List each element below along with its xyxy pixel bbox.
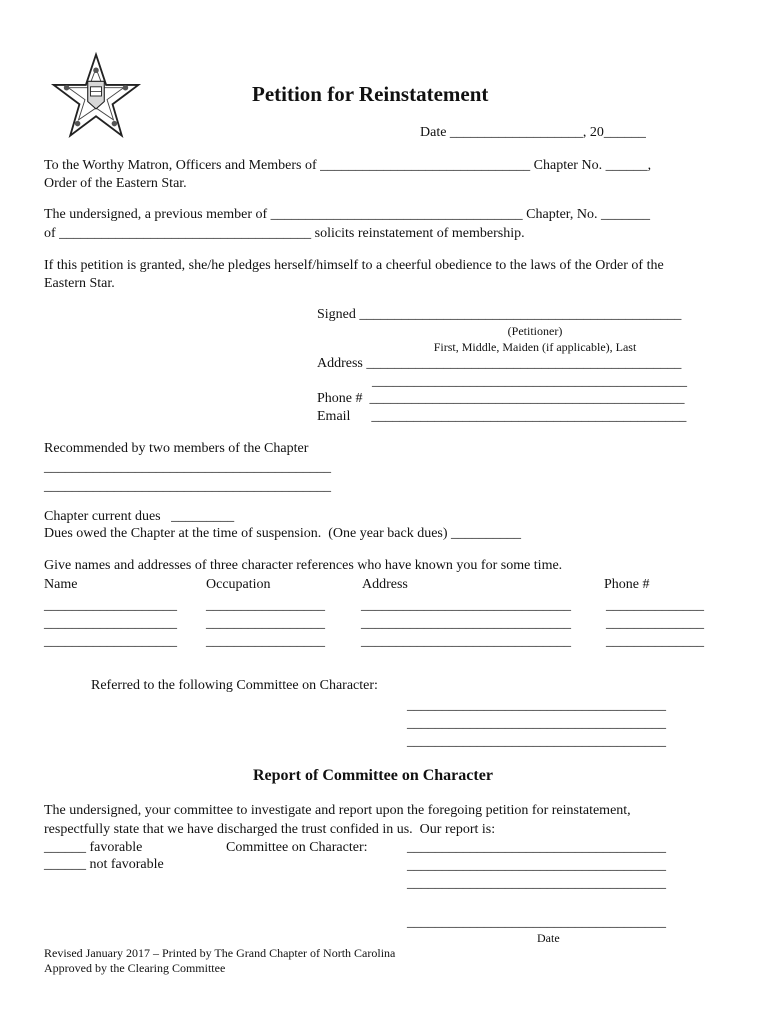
references-header-occupation: Occupation (206, 577, 271, 592)
reference-address-blank[interactable]: ______________________________ (361, 616, 571, 631)
phone-field[interactable]: Phone # _____________________________________________ (317, 391, 685, 406)
references-header-name: Name (44, 577, 78, 592)
footer-revised: Revised January 2017 – Printed by The Grand Chapter of North Carolina (44, 946, 396, 960)
page-title: Petition for Reinstatement (252, 82, 489, 106)
reference-occupation-blank[interactable]: _________________ (206, 634, 325, 649)
committee-signature-line[interactable]: _____________________________________ (407, 858, 666, 873)
recommender-line-2[interactable]: _________________________________________ (44, 479, 331, 494)
dues-owed-field[interactable]: Dues owed the Chapter at the time of suspension. (One year back dues) __________ (44, 526, 522, 541)
reference-occupation-blank[interactable]: _________________ (206, 616, 325, 631)
committee-member-line[interactable]: _____________________________________ (407, 698, 666, 713)
committee-referral-label: Referred to the following Committee on Character: (91, 678, 378, 693)
reference-name-blank[interactable]: ___________________ (44, 634, 177, 649)
recommended-label: Recommended by two members of the Chapter (44, 441, 309, 456)
reference-phone-blank[interactable]: ______________ (606, 598, 704, 613)
intro-line-2: Order of the Eastern Star. (44, 176, 187, 191)
petitioner-label: (Petitioner) (507, 324, 563, 338)
solicits-line[interactable]: of ____________________________________ solicits reinstatement of membership. (44, 226, 525, 241)
report-date-label: Date (537, 931, 560, 945)
pledge-line-2: Eastern Star. (44, 276, 115, 291)
reference-address-blank[interactable]: ______________________________ (361, 598, 571, 613)
signed-field[interactable]: Signed ______________________________________________ (317, 307, 682, 322)
report-title: Report of Committee on Character (253, 767, 493, 784)
reference-name-blank[interactable]: ___________________ (44, 598, 177, 613)
eastern-star-emblem-icon (50, 50, 142, 142)
committee-signature-line[interactable]: _____________________________________ (407, 876, 666, 891)
favorable-checkbox-line[interactable]: ______ favorable (44, 840, 143, 855)
reference-address-blank[interactable]: ______________________________ (361, 634, 571, 649)
recommender-line-1[interactable]: _________________________________________ (44, 460, 331, 475)
references-instruction: Give names and addresses of three character references who have known you for some time. (44, 558, 563, 573)
report-date-line[interactable]: _____________________________________ (407, 915, 666, 930)
references-header-phone: Phone # (604, 577, 650, 592)
footer-approved: Approved by the Clearing Committee (44, 961, 226, 975)
committee-member-line[interactable]: _____________________________________ (407, 734, 666, 749)
references-header-address: Address (362, 577, 408, 592)
committee-signature-line[interactable]: _____________________________________ (407, 840, 666, 855)
report-line-1: The undersigned, your committee to investigate and report upon the foregoing petition for reinstatement, (44, 803, 631, 818)
committee-signature-label: Committee on Character: (226, 840, 368, 855)
committee-member-line[interactable]: _____________________________________ (407, 716, 666, 731)
current-dues-field[interactable]: Chapter current dues _________ (44, 509, 235, 524)
address-field-line-2[interactable]: _____________________________________________ (372, 374, 687, 389)
intro-line-1[interactable]: To the Worthy Matron, Officers and Members of ______________________________ Chapter No. ______, (44, 158, 652, 173)
reference-name-blank[interactable]: ___________________ (44, 616, 177, 631)
report-line-2: respectfully state that we have discharged the trust confided in us. Our report is: (44, 822, 496, 837)
address-field[interactable]: Address _____________________________________________ (317, 356, 682, 371)
not-favorable-checkbox-line[interactable]: ______ not favorable (44, 857, 164, 872)
date-field[interactable]: Date ___________________, 20______ (420, 125, 646, 140)
reference-phone-blank[interactable]: ______________ (606, 616, 704, 631)
reference-occupation-blank[interactable]: _________________ (206, 598, 325, 613)
reference-phone-blank[interactable]: ______________ (606, 634, 704, 649)
pledge-line-1: If this petition is granted, she/he pledges herself/himself to a cheerful obedience to the laws of the Order of the (44, 258, 664, 273)
name-format-label: First, Middle, Maiden (if applicable), Last (433, 340, 637, 354)
previous-member-line[interactable]: The undersigned, a previous member of ____________________________________ Chapter, No. _______ (44, 207, 651, 222)
email-field[interactable]: Email _____________________________________________ (317, 409, 687, 424)
